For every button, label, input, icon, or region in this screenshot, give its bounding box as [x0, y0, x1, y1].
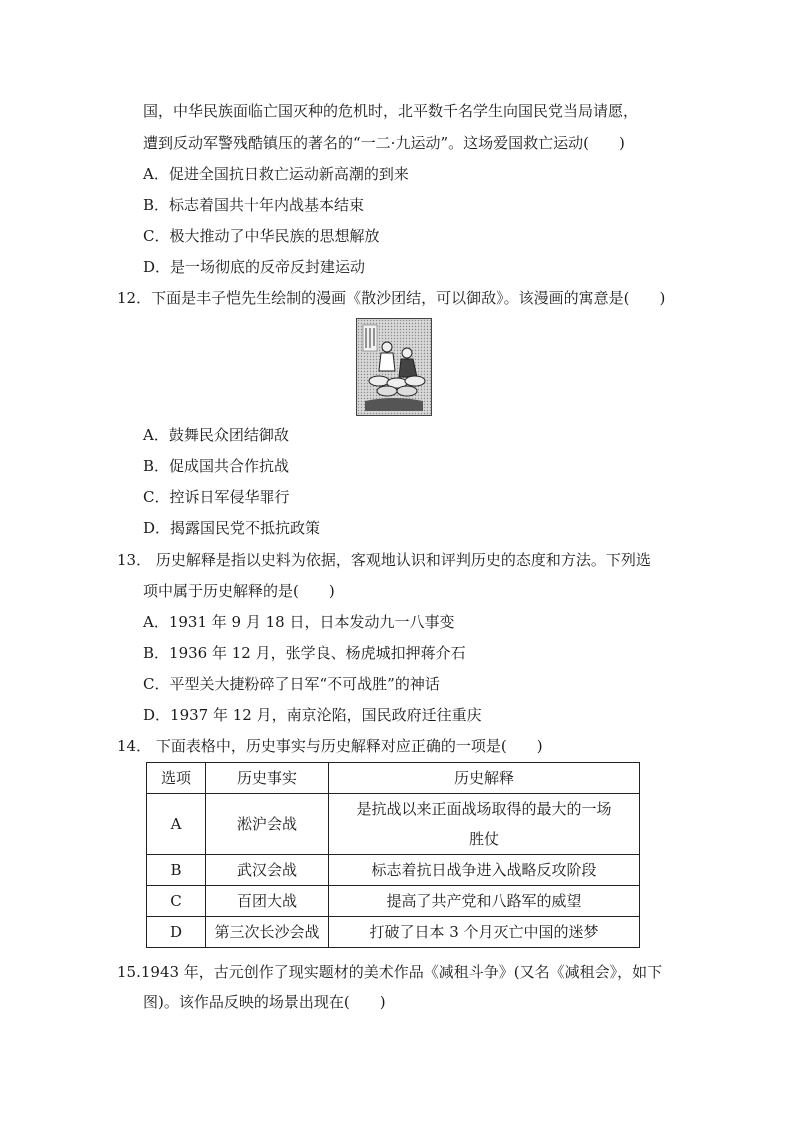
history-table	[146, 762, 640, 948]
q11-stem-line2: 遭到反动军警残酷镇压的著名的“一二·九运动”。这场爱国救亡运动( )	[143, 134, 625, 152]
table-cell-explanation	[329, 794, 640, 855]
table-cell-explanation: 提高了共产党和八路军的威望	[329, 886, 640, 917]
table-cell-fact: 武汉会战	[206, 855, 329, 886]
cartoon-illustration	[357, 319, 431, 415]
q11-option-d: D．是一场彻底的反帝反封建运动	[143, 258, 366, 276]
q11-stem-line1: 国，中华民族面临亡国灭种的危机时，北平数千名学生向国民党当局请愿，	[143, 102, 639, 120]
table-cell-explanation-line2: 胜仗	[468, 830, 499, 848]
table-cell-explanation: 标志着抗日战争进入战略反攻阶段	[329, 855, 640, 886]
q11-option-c: C．极大推动了中华民族的思想解放	[143, 227, 380, 245]
q12-option-c: C．控诉日军侵华罪行	[143, 488, 290, 506]
q12-option-d: D．揭露国民党不抵抗政策	[143, 519, 321, 537]
q15-stem-line1: 15.1943 年，古元创作了现实题材的美术作品《减租斗争》(又名《减租会》，如下	[117, 963, 663, 981]
q15-stem-line2: 图)。该作品反映的场景出现在( )	[143, 993, 386, 1011]
q12-stem: 12．下面是丰子恺先生绘制的漫画《散沙团结，可以御敌》。该漫画的寓意是( )	[117, 289, 666, 307]
table-header-option: 选项	[147, 763, 206, 794]
table-cell-option: B	[147, 855, 206, 886]
table-row	[147, 855, 640, 886]
q13-stem-line1: 13． 历史解释是指以史料为依据，客观地认识和评判历史的态度和方法。下列选	[117, 551, 651, 569]
table-header-fact: 历史事实	[206, 763, 329, 794]
q13-option-d: D．1937 年 12 月，南京沦陷，国民政府迁往重庆	[143, 706, 482, 724]
table-header-row	[147, 763, 640, 794]
table-row	[147, 917, 640, 948]
q13-option-a: A．1931 年 9 月 18 日，日本发动九一八事变	[143, 613, 455, 631]
q12-option-b: B．促成国共合作抗战	[143, 457, 290, 475]
table-cell-option: C	[147, 886, 206, 917]
q13-stem-line2: 项中属于历史解释的是( )	[143, 582, 335, 600]
table-cell-explanation: 打破了日本 3 个月灭亡中国的迷梦	[329, 917, 640, 948]
table-cell-fact: 淞沪会战	[206, 794, 329, 855]
q11-option-b: B．标志着国共十年内战基本结束	[143, 196, 365, 214]
q13-option-c: C．平型关大捷粉碎了日军“不可战胜”的神话	[143, 675, 440, 693]
q14-stem: 14． 下面表格中，历史事实与历史解释对应正确的一项是( )	[117, 737, 543, 755]
q11-option-a: A．促进全国抗日救亡运动新高潮的到来	[143, 165, 409, 183]
table-cell-option: A	[147, 794, 206, 855]
table-cell-explanation-line1: 是抗战以来正面战场取得的最大的一场	[356, 800, 612, 818]
table-cell-fact: 百团大战	[206, 886, 329, 917]
cartoon-image	[356, 318, 432, 416]
table-cell-option: D	[147, 917, 206, 948]
q12-option-a: A．鼓舞民众团结御敌	[143, 426, 289, 444]
table-row	[147, 794, 640, 855]
table-cell-fact: 第三次长沙会战	[206, 917, 329, 948]
table-header-explanation: 历史解释	[329, 763, 640, 794]
table-row	[147, 886, 640, 917]
q13-option-b: B．1936 年 12 月，张学良、杨虎城扣押蒋介石	[143, 644, 466, 662]
